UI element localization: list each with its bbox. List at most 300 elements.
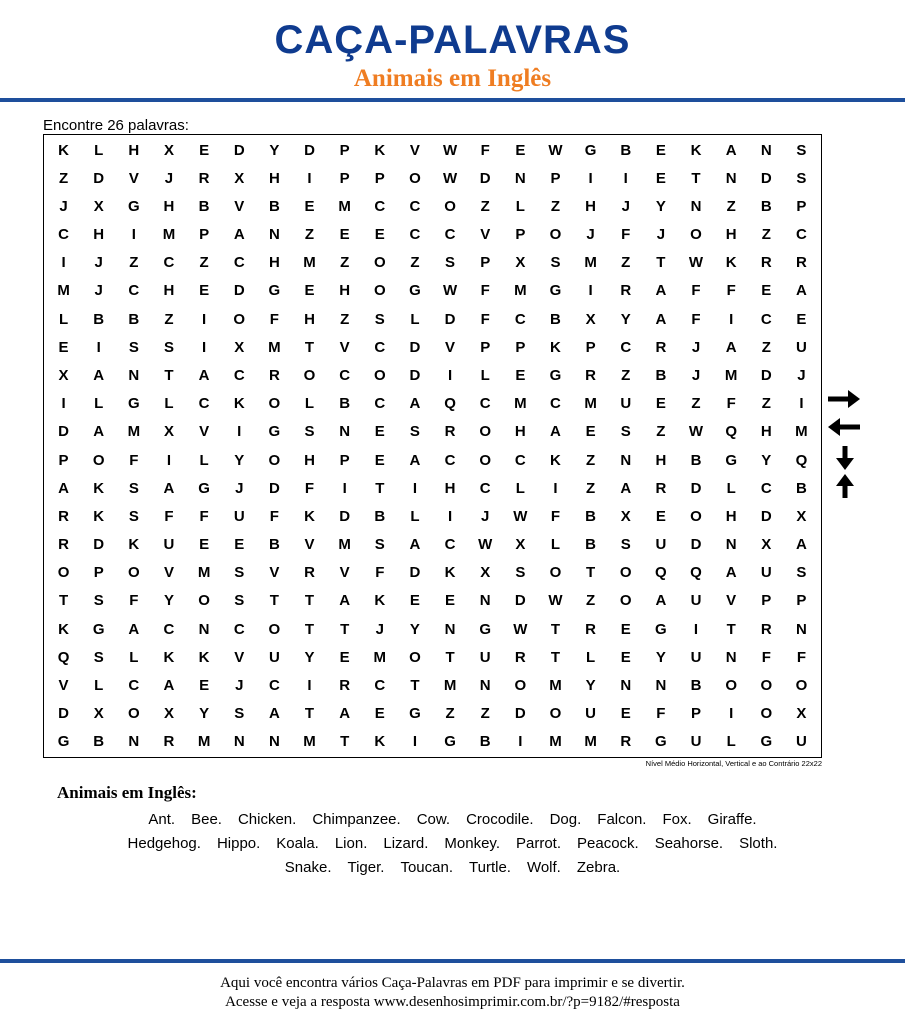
grid-letter: E	[445, 592, 456, 610]
grid-letter: Z	[164, 310, 174, 328]
grid-letter: B	[550, 310, 561, 328]
grid-letter: N	[655, 677, 667, 695]
grid-letter: O	[795, 677, 808, 695]
grid-letter: Z	[129, 254, 139, 272]
grid-letter: F	[691, 310, 701, 328]
grid-letter: N	[725, 536, 737, 554]
grid-letter: X	[234, 169, 245, 187]
grid-letter: R	[58, 536, 69, 554]
grid-letter: D	[339, 507, 351, 525]
grid-letter: H	[725, 226, 737, 244]
grid-letter: C	[444, 536, 456, 554]
grid-letter: A	[58, 479, 69, 497]
grid-letter: J	[94, 282, 103, 300]
grid-letter: C	[233, 620, 245, 638]
grid-letter: R	[514, 648, 526, 666]
grid-letter: P	[585, 338, 596, 356]
instruction-text: Encontre 26 palavras:	[43, 117, 189, 134]
grid-letter: E	[199, 282, 210, 300]
grid-letter: F	[726, 282, 736, 300]
grid-letter: R	[585, 367, 597, 385]
word-list-item: Sloth.	[739, 835, 778, 852]
grid-letter: A	[93, 367, 105, 385]
grid-letter: M	[303, 254, 316, 272]
grid-letter: J	[691, 338, 701, 356]
grid-letter: V	[304, 536, 315, 554]
grid-letter: S	[409, 423, 420, 441]
grid-letter: O	[128, 705, 140, 723]
grid-letter: O	[514, 677, 527, 695]
grid-letter: E	[374, 423, 385, 441]
grid-letter: R	[339, 677, 351, 695]
word-list-item: Seahorse.	[654, 835, 724, 852]
grid-letter: A	[725, 564, 737, 582]
grid-letter: W	[548, 141, 563, 159]
grid-letter: O	[619, 564, 632, 582]
grid-letter: F	[621, 226, 631, 244]
grid-letter: Z	[761, 226, 771, 244]
grid-letter: Z	[550, 197, 561, 215]
grid-letter: A	[163, 479, 175, 497]
grid-letter: V	[409, 141, 420, 159]
grid-letter: Q	[690, 564, 702, 582]
grid-letter: F	[691, 282, 701, 300]
grid-letter: R	[620, 733, 632, 751]
grid-letter: O	[268, 395, 281, 413]
grid-letter: E	[620, 705, 631, 723]
grid-letter: E	[374, 705, 385, 723]
grid-letter: Z	[445, 705, 455, 723]
grid-letter: S	[374, 536, 385, 554]
grid-letter: S	[128, 338, 139, 356]
grid-letter: K	[58, 141, 69, 159]
grid-letter: U	[163, 536, 175, 554]
grid-letter: J	[235, 677, 244, 695]
grid-letter: E	[339, 648, 350, 666]
grid-letter: G	[92, 620, 105, 638]
grid-letter: X	[234, 338, 245, 356]
grid-letter: A	[655, 282, 667, 300]
grid-letter: J	[59, 197, 68, 215]
grid-letter: O	[549, 226, 562, 244]
grid-letter: V	[269, 564, 280, 582]
grid-letter: H	[268, 254, 280, 272]
grid-letter: L	[410, 310, 420, 328]
grid-letter: S	[234, 705, 245, 723]
grid-letter: J	[621, 197, 630, 215]
grid-letter: M	[584, 733, 597, 751]
grid-letter: E	[515, 367, 526, 385]
grid-letter: K	[374, 592, 386, 610]
grid-letter: Z	[586, 592, 596, 610]
grid-letter: C	[409, 226, 421, 244]
grid-letter: N	[620, 677, 632, 695]
grid-letter: J	[656, 226, 666, 244]
grid-letter: X	[58, 367, 69, 385]
grid-letter: O	[373, 254, 386, 272]
grid-letter: T	[340, 733, 350, 751]
grid-letter: R	[655, 479, 667, 497]
grid-letter: I	[518, 733, 523, 751]
word-list-line	[30, 808, 875, 832]
grid-letter: H	[760, 423, 772, 441]
grid-letter: R	[58, 507, 69, 525]
grid-letter: C	[268, 677, 280, 695]
grid-letter: X	[163, 141, 174, 159]
grid-letter: B	[585, 507, 597, 525]
grid-letter: F	[129, 451, 139, 469]
grid-letter: M	[549, 733, 562, 751]
grid-letter: E	[234, 536, 245, 554]
grid-letter: A	[93, 423, 105, 441]
grid-letter: O	[549, 564, 562, 582]
grid-letter: X	[93, 197, 104, 215]
grid-letter: F	[656, 705, 666, 723]
page-title: CAÇA-PALAVRAS	[274, 18, 631, 62]
grid-letter: Y	[304, 648, 315, 666]
grid-letter: F	[304, 479, 315, 497]
grid-letter: C	[550, 395, 561, 413]
grid-letter: I	[61, 395, 66, 413]
grid-letter: N	[479, 677, 491, 695]
grid-letter: O	[690, 226, 702, 244]
grid-letter: P	[339, 169, 350, 187]
grid-letter: I	[61, 254, 66, 272]
grid-letter: I	[96, 338, 101, 356]
grid-letter: Y	[163, 592, 174, 610]
grid-letter: V	[58, 677, 69, 695]
grid-letter: D	[690, 479, 702, 497]
grid-letter: A	[409, 451, 421, 469]
grid-letter: I	[553, 479, 558, 497]
grid-letter: B	[655, 367, 667, 385]
grid-letter: Z	[621, 367, 631, 385]
grid-letter: E	[199, 677, 210, 695]
grid-letter: S	[550, 254, 561, 272]
grid-letter: V	[445, 338, 456, 356]
grid-letter: N	[268, 226, 280, 244]
grid-letter: E	[409, 592, 420, 610]
grid-letter: M	[338, 536, 351, 554]
grid-letter: G	[444, 733, 456, 751]
grid-letter: C	[198, 395, 210, 413]
grid-letter: B	[268, 536, 280, 554]
grid-letter: H	[444, 479, 456, 497]
grid-letter: K	[304, 507, 315, 525]
grid-letter: Q	[57, 648, 70, 666]
grid-letter: A	[409, 395, 421, 413]
grid-letter: A	[796, 536, 807, 554]
grid-letter: R	[268, 367, 280, 385]
grid-letter: B	[339, 395, 351, 413]
grid-letter: I	[623, 169, 628, 187]
grid-letter: X	[796, 705, 807, 723]
grid-letter: C	[514, 451, 526, 469]
grid-letter: I	[237, 423, 242, 441]
grid-letter: U	[690, 733, 702, 751]
grid-letter: A	[725, 338, 737, 356]
grid-letter: B	[690, 677, 702, 695]
grid-letter: A	[725, 141, 737, 159]
grid-letter: O	[760, 705, 773, 723]
grid-letter: M	[197, 564, 211, 582]
grid-letter: R	[760, 620, 772, 638]
grid-letter: U	[655, 536, 667, 554]
grid-letter: P	[796, 592, 807, 610]
grid-letter: X	[796, 507, 807, 525]
grid-letter: Z	[586, 479, 596, 497]
grid-letter: A	[550, 423, 561, 441]
word-list-item: Turtle.	[469, 859, 511, 876]
grid-letter: G	[655, 733, 667, 751]
grid-letter: G	[268, 282, 281, 300]
grid-letter: X	[515, 254, 526, 272]
grid-letter: Z	[410, 254, 420, 272]
grid-letter: W	[442, 141, 458, 159]
word-list-line	[30, 856, 875, 880]
grid-letter: L	[199, 451, 209, 469]
grid-letter: C	[796, 226, 807, 244]
grid-letter: D	[760, 507, 772, 525]
grid-letter: X	[585, 310, 596, 328]
word-list-item: Toucan.	[400, 859, 453, 876]
grid-letter: M	[338, 197, 351, 215]
grid-letter: F	[480, 282, 490, 300]
bottom-divider	[0, 959, 905, 963]
grid-letter: E	[761, 282, 772, 300]
page-subtitle: Animais em Inglês	[353, 65, 552, 92]
grid-letter: H	[304, 451, 315, 469]
grid-letter: D	[233, 282, 245, 300]
grid-letter: Z	[621, 254, 631, 272]
grid-letter: P	[691, 705, 702, 723]
grid-letter: G	[584, 141, 597, 159]
grid-letter: U	[479, 648, 491, 666]
grid-letter: P	[58, 451, 69, 469]
grid-letter: J	[235, 479, 244, 497]
grid-letter: S	[796, 141, 807, 159]
footer	[0, 974, 905, 1012]
grid-letter: G	[549, 367, 562, 385]
grid-letter: E	[585, 423, 596, 441]
grid-letter: U	[585, 705, 597, 723]
grid-letter: G	[128, 197, 140, 215]
grid-letter: L	[726, 733, 736, 751]
grid-letter: C	[374, 677, 386, 695]
grid-letter: C	[374, 395, 386, 413]
grid-letter: V	[199, 423, 210, 441]
grid-letter: I	[166, 451, 172, 469]
grid-letter: T	[304, 338, 315, 356]
word-list-item: Chicken.	[237, 811, 297, 828]
word-list-item: Cow.	[416, 811, 451, 828]
word-list-item: Dog.	[549, 811, 582, 828]
footer-line-1: Aqui você encontra vários Caça-Palavras em PDF para imprimir e se divertir.	[220, 975, 685, 991]
grid-letter: T	[304, 592, 315, 610]
grid-letter: H	[163, 197, 175, 215]
grid-letter: E	[304, 197, 315, 215]
grid-letter: C	[233, 254, 245, 272]
grid-letter: E	[339, 226, 350, 244]
grid-letter: H	[339, 282, 351, 300]
grid-letter: Z	[761, 338, 771, 356]
word-list-item: Fox.	[662, 811, 692, 828]
grid-letter: K	[374, 733, 386, 751]
grid-letter: N	[690, 197, 702, 215]
grid-letter: V	[163, 564, 174, 582]
grid-letter: S	[515, 564, 526, 582]
grid-letter: F	[375, 564, 385, 582]
grid-letter: W	[442, 169, 458, 187]
grid-letter: E	[620, 620, 631, 638]
grid-letter: J	[481, 507, 490, 525]
grid-letter: E	[304, 282, 315, 300]
grid-letter: K	[725, 254, 737, 272]
grid-letter: X	[620, 507, 631, 525]
grid-letter: E	[655, 141, 666, 159]
grid-letter: W	[688, 254, 704, 272]
grid-letter: N	[339, 423, 351, 441]
grid-letter: V	[339, 338, 350, 356]
grid-letter: C	[444, 451, 456, 469]
grid-letter: C	[760, 479, 772, 497]
grid-letter: N	[760, 141, 772, 159]
grid-letter: D	[268, 479, 280, 497]
grid-letter: B	[585, 536, 597, 554]
grid-letter: X	[515, 536, 526, 554]
grid-letter: W	[548, 592, 563, 610]
grid-letter: V	[339, 564, 350, 582]
grid-letter: Q	[444, 395, 456, 413]
grid-letter: L	[726, 479, 736, 497]
grid-letter: U	[690, 648, 702, 666]
grid-letter: H	[655, 451, 667, 469]
grid-letter: B	[198, 197, 210, 215]
grid-letter: Z	[199, 254, 209, 272]
grid-letter: X	[480, 564, 491, 582]
grid-letter: T	[164, 367, 174, 385]
grid-letter: I	[131, 226, 136, 244]
grid-letter: O	[409, 169, 421, 187]
grid-letter: F	[796, 648, 807, 666]
grid-letter: O	[373, 367, 386, 385]
arrow-down-icon	[834, 444, 856, 472]
grid-letter: X	[163, 705, 174, 723]
grid-letter: L	[304, 395, 315, 413]
grid-letter: S	[445, 254, 456, 272]
grid-letter: E	[620, 648, 631, 666]
grid-letter: I	[412, 733, 418, 751]
grid-letter: D	[409, 367, 421, 385]
grid-letter: M	[268, 338, 281, 356]
grid-letter: H	[725, 507, 737, 525]
grid-letter: M	[303, 733, 316, 751]
grid-letter: U	[690, 592, 702, 610]
grid-letter: V	[726, 592, 737, 610]
word-list-item: Koala.	[276, 835, 319, 852]
grid-letter: F	[726, 395, 736, 413]
grid-letter: T	[550, 648, 561, 666]
grid-letter: F	[164, 507, 174, 525]
grid-letter: Z	[58, 169, 69, 187]
grid-letter: W	[478, 536, 493, 554]
grid-letter: K	[128, 536, 140, 554]
grid-letter: Y	[234, 451, 245, 469]
grid-letter: S	[93, 648, 104, 666]
grid-letter: I	[588, 169, 593, 187]
grid-letter: J	[375, 620, 384, 638]
grid-letter: O	[760, 677, 773, 695]
grid-letter: K	[58, 620, 69, 638]
grid-letter: P	[550, 169, 561, 187]
grid-letter: O	[268, 620, 281, 638]
grid-letter: T	[58, 592, 69, 610]
grid-letter: F	[199, 507, 209, 525]
grid-letter: J	[164, 169, 174, 187]
grid-letter: E	[199, 141, 210, 159]
grid-letter: I	[202, 310, 207, 328]
grid-letter: A	[796, 282, 807, 300]
grid-letter: N	[479, 592, 491, 610]
grid-letter: R	[163, 733, 175, 751]
grid-letter: P	[93, 564, 104, 582]
grid-letter: Z	[656, 423, 666, 441]
grid-letter: R	[585, 620, 597, 638]
grid-letter: C	[374, 197, 386, 215]
grid-letter: S	[620, 423, 631, 441]
grid-letter: G	[128, 395, 140, 413]
grid-letter: O	[444, 197, 456, 215]
grid-letter: T	[304, 705, 315, 723]
grid-letter: M	[795, 423, 808, 441]
grid-letter: V	[234, 648, 245, 666]
grid-letter: C	[479, 479, 491, 497]
grid-letter: H	[268, 169, 280, 187]
grid-letter: N	[198, 620, 210, 638]
grid-letter: M	[57, 282, 70, 300]
grid-letter: Z	[340, 254, 350, 272]
grid-letter: K	[93, 479, 105, 497]
grid-letter: R	[760, 254, 772, 272]
word-list-item: Falcon.	[597, 811, 647, 828]
grid-letter: J	[797, 367, 806, 385]
grid-letter: U	[796, 338, 807, 356]
grid-letter: Y	[199, 705, 210, 723]
grid-letter: R	[620, 282, 632, 300]
grid-letter: K	[444, 564, 456, 582]
grid-letter: N	[128, 367, 140, 385]
grid-letter: V	[128, 169, 139, 187]
grid-letter: D	[58, 705, 69, 723]
grid-letter: D	[444, 310, 456, 328]
grid-letter: W	[513, 507, 528, 525]
grid-letter: F	[550, 507, 561, 525]
grid-letter: O	[233, 310, 246, 328]
word-list-item: Giraffe.	[707, 811, 757, 828]
grid-letter: J	[94, 254, 103, 272]
grid-letter: B	[268, 197, 280, 215]
grid-letter: C	[233, 367, 245, 385]
grid-letter: B	[93, 310, 105, 328]
grid-letter: Z	[691, 395, 701, 413]
grid-letter: S	[128, 507, 139, 525]
grid-letter: A	[128, 620, 140, 638]
grid-letter: D	[58, 423, 69, 441]
grid-letter: H	[163, 282, 175, 300]
grid-letter: Y	[620, 310, 631, 328]
grid-letter: A	[409, 536, 421, 554]
grid-letter: L	[164, 395, 174, 413]
